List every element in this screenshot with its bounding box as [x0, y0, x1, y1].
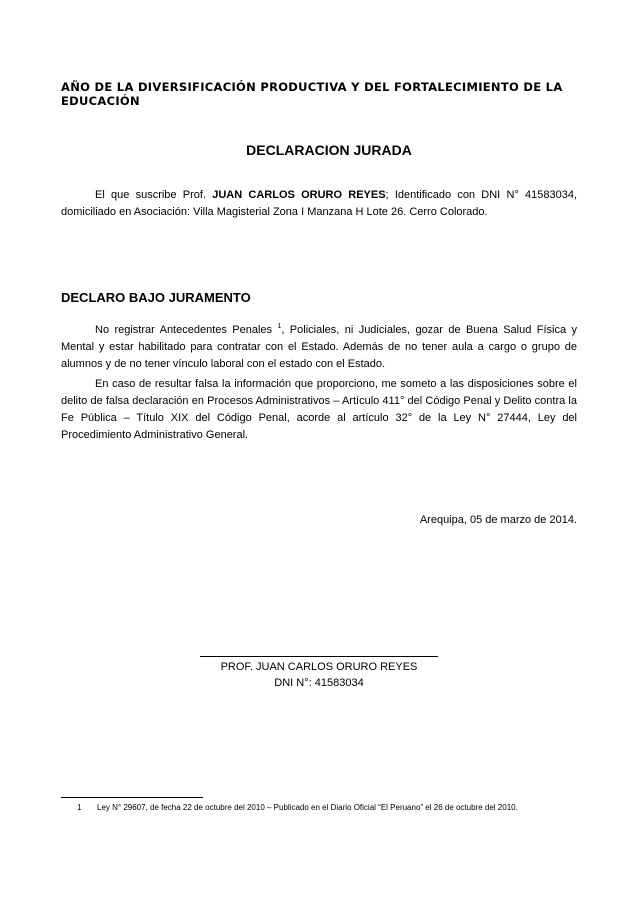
declaration-paragraph: [61, 318, 577, 373]
signatory-dni: DNI N°: 41583034: [274, 677, 364, 689]
footnote-number: 1: [77, 803, 82, 812]
signature-block: [200, 659, 438, 691]
signature-line: [200, 656, 438, 657]
footnote: [61, 803, 518, 812]
intro-text-end: ; Identificado con DNI N° 41583034, domiciliado en Asociación: Villa Magisterial Zona I Manzana H Lote 26. Cerro Colorado.: [61, 189, 578, 218]
falsity-clause-paragraph: En caso de resultar falsa la información que proporciono, me someto a las disposiciones sobre el delito de falsa declaración en Procesos Administrativos – Artículo 411° del Código Penal y Delito contra la Fe Pública – Título XIX del Código Penal, acorde al artículo 32° de la Ley N° 27444, Ley del Procedimiento Administrativo General.: [61, 378, 577, 441]
intro-paragraph: [61, 187, 577, 221]
section-heading: DECLARO BAJO JURAMENTO: [61, 290, 251, 305]
signatory-name: PROF. JUAN CARLOS ORURO REYES: [220, 661, 418, 673]
place-date: Arequipa, 05 de marzo de 2014.: [419, 514, 577, 526]
declaration-text-start: No registrar Antecedentes Penales: [95, 324, 278, 336]
footnote-reference[interactable]: 1: [277, 323, 282, 330]
document-title: DECLARACION JURADA: [246, 142, 412, 158]
year-title: AÑO DE LA DIVERSIFICACIÓN PRODUCTIVA Y DEL FORTALECIMIENTO DE LA EDUCACIÓN: [61, 80, 563, 108]
footnote-text: Ley N° 29607, de fecha 22 de octubre del 2010 – Publicado en el Diario Oficial “El Peruano” el 26 de octubre del 2010.: [97, 803, 518, 812]
intro-text-start: El que suscribe Prof.: [95, 189, 213, 201]
declaration-text-end: , Policiales, ni Judiciales, gozar de Buena Salud Física y Mental y estar habilitado para contratar con el Estado. Además de no tener aula a cargo o grupo de alumnos y de no tener vínculo laboral con el estado con el Estado.: [61, 324, 577, 370]
declarant-name: JUAN CARLOS ORURO REYES: [212, 189, 386, 201]
footnote-separator: [61, 797, 203, 798]
